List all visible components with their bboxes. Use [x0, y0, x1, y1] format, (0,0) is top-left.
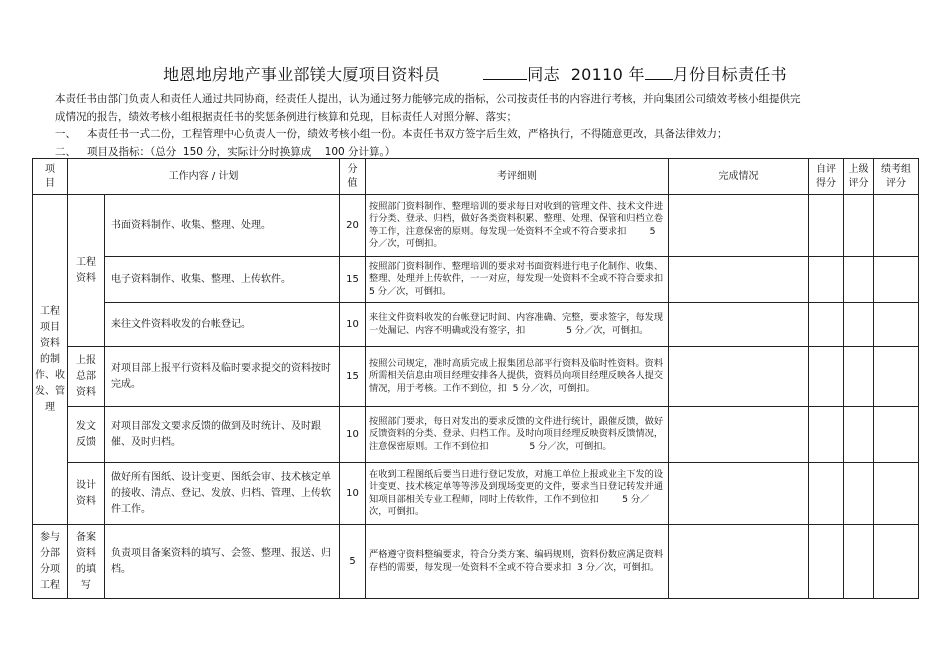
table-row	[33, 303, 919, 347]
superior-score-cell[interactable]	[844, 257, 874, 303]
group-score-cell[interactable]	[874, 407, 919, 463]
completion-cell[interactable]	[669, 257, 809, 303]
subgroup-cell: 发文 反馈	[68, 407, 105, 463]
clause-number: 二、	[55, 146, 76, 158]
detail-cell: 按照部门资料制作、整理培训的要求每日对收到的管理文件、技术文件进行分类、登录、归档，做好各类资料积累、整理、处理、保管和归档立卷等工作，注意保密的原则。每发现一处资料不全或不符合要求扣 5 分／次，可倒扣。	[366, 195, 669, 257]
title-suffix: 月份目标责任书	[672, 65, 787, 84]
header-completion: 完成情况	[669, 159, 809, 195]
group-score-cell[interactable]	[874, 463, 919, 525]
clause-text: 项目及指标：（总分 150 分，实际计分时换算成 100 分计算。）	[87, 146, 396, 158]
clause-2	[55, 144, 395, 159]
superior-score-cell[interactable]	[844, 347, 874, 407]
self-score-cell[interactable]	[809, 407, 844, 463]
title-tongzhi: 同志	[527, 65, 560, 84]
work-cell: 电子资料制作、收集、整理、上传软件。	[105, 257, 340, 303]
superior-score-cell[interactable]	[844, 407, 874, 463]
score-cell: 20	[340, 195, 366, 257]
self-score-cell[interactable]	[809, 525, 844, 599]
self-score-cell[interactable]	[809, 303, 844, 347]
header-project: 项 目	[33, 159, 68, 195]
completion-cell[interactable]	[669, 463, 809, 525]
header-work: 工作内容 / 计划	[68, 159, 340, 195]
name-blank	[483, 65, 527, 80]
category-cell: 工程 项目 资料 的制 作、收 发、管 理	[33, 195, 68, 525]
header-self-score: 自评 得分	[809, 159, 844, 195]
header-score: 分 值	[340, 159, 366, 195]
completion-cell[interactable]	[669, 525, 809, 599]
completion-cell[interactable]	[669, 407, 809, 463]
work-cell: 做好所有图纸、设计变更、图纸会审、技术核定单的接收、清点、登记、发放、归档、管理、上传软件工作。	[105, 463, 340, 525]
detail-cell: 在收到工程图纸后要当日进行登记发放，对施工单位上报或业主下发的设计变更、技术核定单等等涉及到现场变更的文件，要求当日登记转发并通知项目部相关专业工程师，同时上传软件，工作不到位扣 5 分／次，可倒扣。	[366, 463, 669, 525]
title-main: 地恩地房地产事业部镁大厦项目资料员	[163, 65, 441, 84]
score-cell: 10	[340, 407, 366, 463]
subgroup-cell: 设计 资料	[68, 463, 105, 525]
score-cell: 10	[340, 303, 366, 347]
detail-cell: 来往文件资料收发的台帐登记时间、内容准确、完整，要求签字，每发现一处漏记、内容不明确或没有签字，扣 5 分／次，可倒扣。	[366, 303, 669, 347]
superior-score-cell[interactable]	[844, 525, 874, 599]
title-year: 20110 年	[570, 65, 645, 84]
superior-score-cell[interactable]	[844, 463, 874, 525]
intro-line-2: 成情况的报告，绩效考核小组根据责任书的奖惩条例进行核算和兑现，目标责任人对照分解、落实；	[55, 111, 517, 123]
subgroup-cell: 上报 总部 资料	[68, 347, 105, 407]
group-score-cell[interactable]	[874, 257, 919, 303]
score-cell: 15	[340, 257, 366, 303]
intro-line-1: 本责任书由部门负责人和责任人通过共同协商，经责任人提出，认为通过努力能够完成的指标，公司按责任书的内容进行考核，并向集团公司绩效考核小组提供完	[55, 93, 801, 105]
score-cell: 15	[340, 347, 366, 407]
group-score-cell[interactable]	[874, 303, 919, 347]
month-blank	[645, 65, 673, 80]
work-cell: 对项目部发文要求反馈的做到及时统计、及时跟催、及时归档。	[105, 407, 340, 463]
clause-text: 本责任书一式二份，工程管理中心负责人一份，绩效考核小组一份。本责任书双方签字后生效，严格执行，不得随意更改，具备法律效力；	[87, 128, 728, 140]
table-row	[33, 407, 919, 463]
table-row	[33, 347, 919, 407]
table-row	[33, 525, 919, 599]
self-score-cell[interactable]	[809, 257, 844, 303]
group-score-cell[interactable]	[874, 347, 919, 407]
intro-paragraph	[55, 90, 855, 126]
completion-cell[interactable]	[669, 347, 809, 407]
self-score-cell[interactable]	[809, 347, 844, 407]
work-cell: 书面资料制作、收集、整理、处理。	[105, 195, 340, 257]
detail-cell: 严格遵守资料整编要求，符合分类方案、编码规则，资料份数应满足资料存档的需要，每发现一处资料不全或不符合要求扣 3 分／次，可倒扣。	[366, 525, 669, 599]
self-score-cell[interactable]	[809, 463, 844, 525]
group-score-cell[interactable]	[874, 195, 919, 257]
table-row	[33, 257, 919, 303]
detail-cell: 按照部门资料制作、整理培训的要求对书面资料进行电子化制作、收集、整理、处理并上传软件，一一对应，每发现一处资料不全或不符合要求扣 5 分／次，可倒扣。	[366, 257, 669, 303]
work-cell: 负责项目备案资料的填写、会签、整理、报送、归档。	[105, 525, 340, 599]
work-cell: 对项目部上报平行资料及临时要求提交的资料按时完成。	[105, 347, 340, 407]
detail-cell: 按照部门要求，每日对发出的要求反馈的文件进行统计，跟催反馈，做好反馈资料的分类、登录、归档工作。及时向项目经理反映资料反馈情况，注意保密原则。工作不到位扣 5 分／次，可倒扣。	[366, 407, 669, 463]
header-superior-score: 上级 评分	[844, 159, 874, 195]
header-row	[33, 159, 919, 195]
self-score-cell[interactable]	[809, 195, 844, 257]
subgroup-cell: 备案 资料 的填 写	[68, 525, 105, 599]
document-title	[0, 62, 950, 85]
subgroup-cell: 工程 资料	[68, 195, 105, 347]
completion-cell[interactable]	[669, 303, 809, 347]
table-row	[33, 195, 919, 257]
clause-1	[55, 126, 728, 141]
score-cell: 10	[340, 463, 366, 525]
header-group-score: 绩考组 评分	[874, 159, 919, 195]
category-cell: 参与 分部 分项 工程	[33, 525, 68, 599]
score-cell: 5	[340, 525, 366, 599]
clause-number: 一、	[55, 128, 76, 140]
superior-score-cell[interactable]	[844, 195, 874, 257]
completion-cell[interactable]	[669, 195, 809, 257]
group-score-cell[interactable]	[874, 525, 919, 599]
work-cell: 来往文件资料收发的台帐登记。	[105, 303, 340, 347]
responsibility-table	[32, 158, 919, 599]
header-detail: 考评细则	[366, 159, 669, 195]
table-row	[33, 463, 919, 525]
detail-cell: 按照公司规定，准时高质完成上报集团总部平行资料及临时性资料。资料所需相关信息由项目经理安排各人提供，资料员向项目经理反映各人提交情况，用于考核。工作不到位，扣 5 分／次，可倒扣。	[366, 347, 669, 407]
superior-score-cell[interactable]	[844, 303, 874, 347]
